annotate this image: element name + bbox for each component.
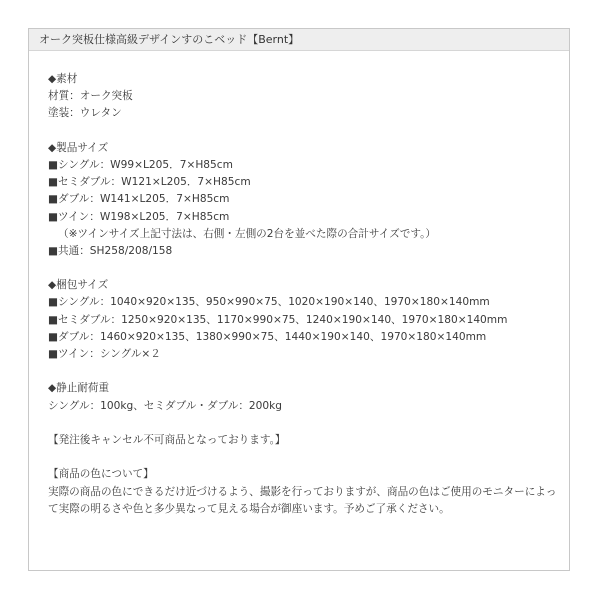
package-size-heading: ◆梱包サイズ (48, 279, 109, 292)
static-load-text: シングル：100kg、セミダブル・ダブル：200kg (48, 399, 283, 412)
spec-content (48, 71, 557, 518)
color-note-text: 実際の商品の色にできるだけ近づけるよう、撮影を行っておりますが、商品の色はご使用のモニターによって実際の明るさや色と多少異なって見える場合が御座います。予めご了承ください。 (48, 485, 557, 515)
product-size-double: ■ダブル：W141×L205．7×H85cm (48, 193, 230, 206)
material-item: 材質：オーク突板 (48, 90, 133, 103)
color-note-heading: 【商品の色について】 (48, 468, 154, 481)
product-size-semi-double: ■セミダブル：W121×L205．7×H85cm (48, 176, 251, 189)
product-size-common: ■共通：SH258/208/158 (48, 244, 173, 257)
product-size-single: ■シングル：W99×L205．7×H85cm (48, 158, 233, 171)
product-size-note: （※ツインサイズ上記寸法は、右側・左側の2台を並べた際の合計サイズです。） (58, 227, 437, 240)
cancel-notice: 【発注後キャンセル不可商品となっております。】 (48, 433, 286, 446)
package-size-double: ■ダブル：1460×920×135、1380×990×75、1440×190×140、1970×180×140mm (48, 330, 487, 343)
material-heading: ◆素材 (48, 73, 78, 85)
package-size-single: ■シングル：1040×920×135、950×990×75、1020×190×140、1970×180×140mm (48, 296, 490, 309)
product-size-twin: ■ツイン：W198×L205．7×H85cm (48, 210, 230, 223)
coating-item: 塗装：ウレタン (48, 107, 122, 120)
package-size-twin: ■ツイン：シングル×２ (48, 348, 161, 360)
spec-panel (28, 28, 570, 571)
static-load-heading: ◆静止耐荷重 (48, 382, 110, 395)
package-size-semi-double: ■セミダブル：1250×920×135、1170×990×75、1240×190×140、1970×180×140mm (48, 313, 508, 326)
product-size-heading: ◆製品サイズ (48, 141, 109, 154)
product-title: オーク突板仕様高級デザインすのこベッド【Bernt】 (29, 29, 569, 51)
